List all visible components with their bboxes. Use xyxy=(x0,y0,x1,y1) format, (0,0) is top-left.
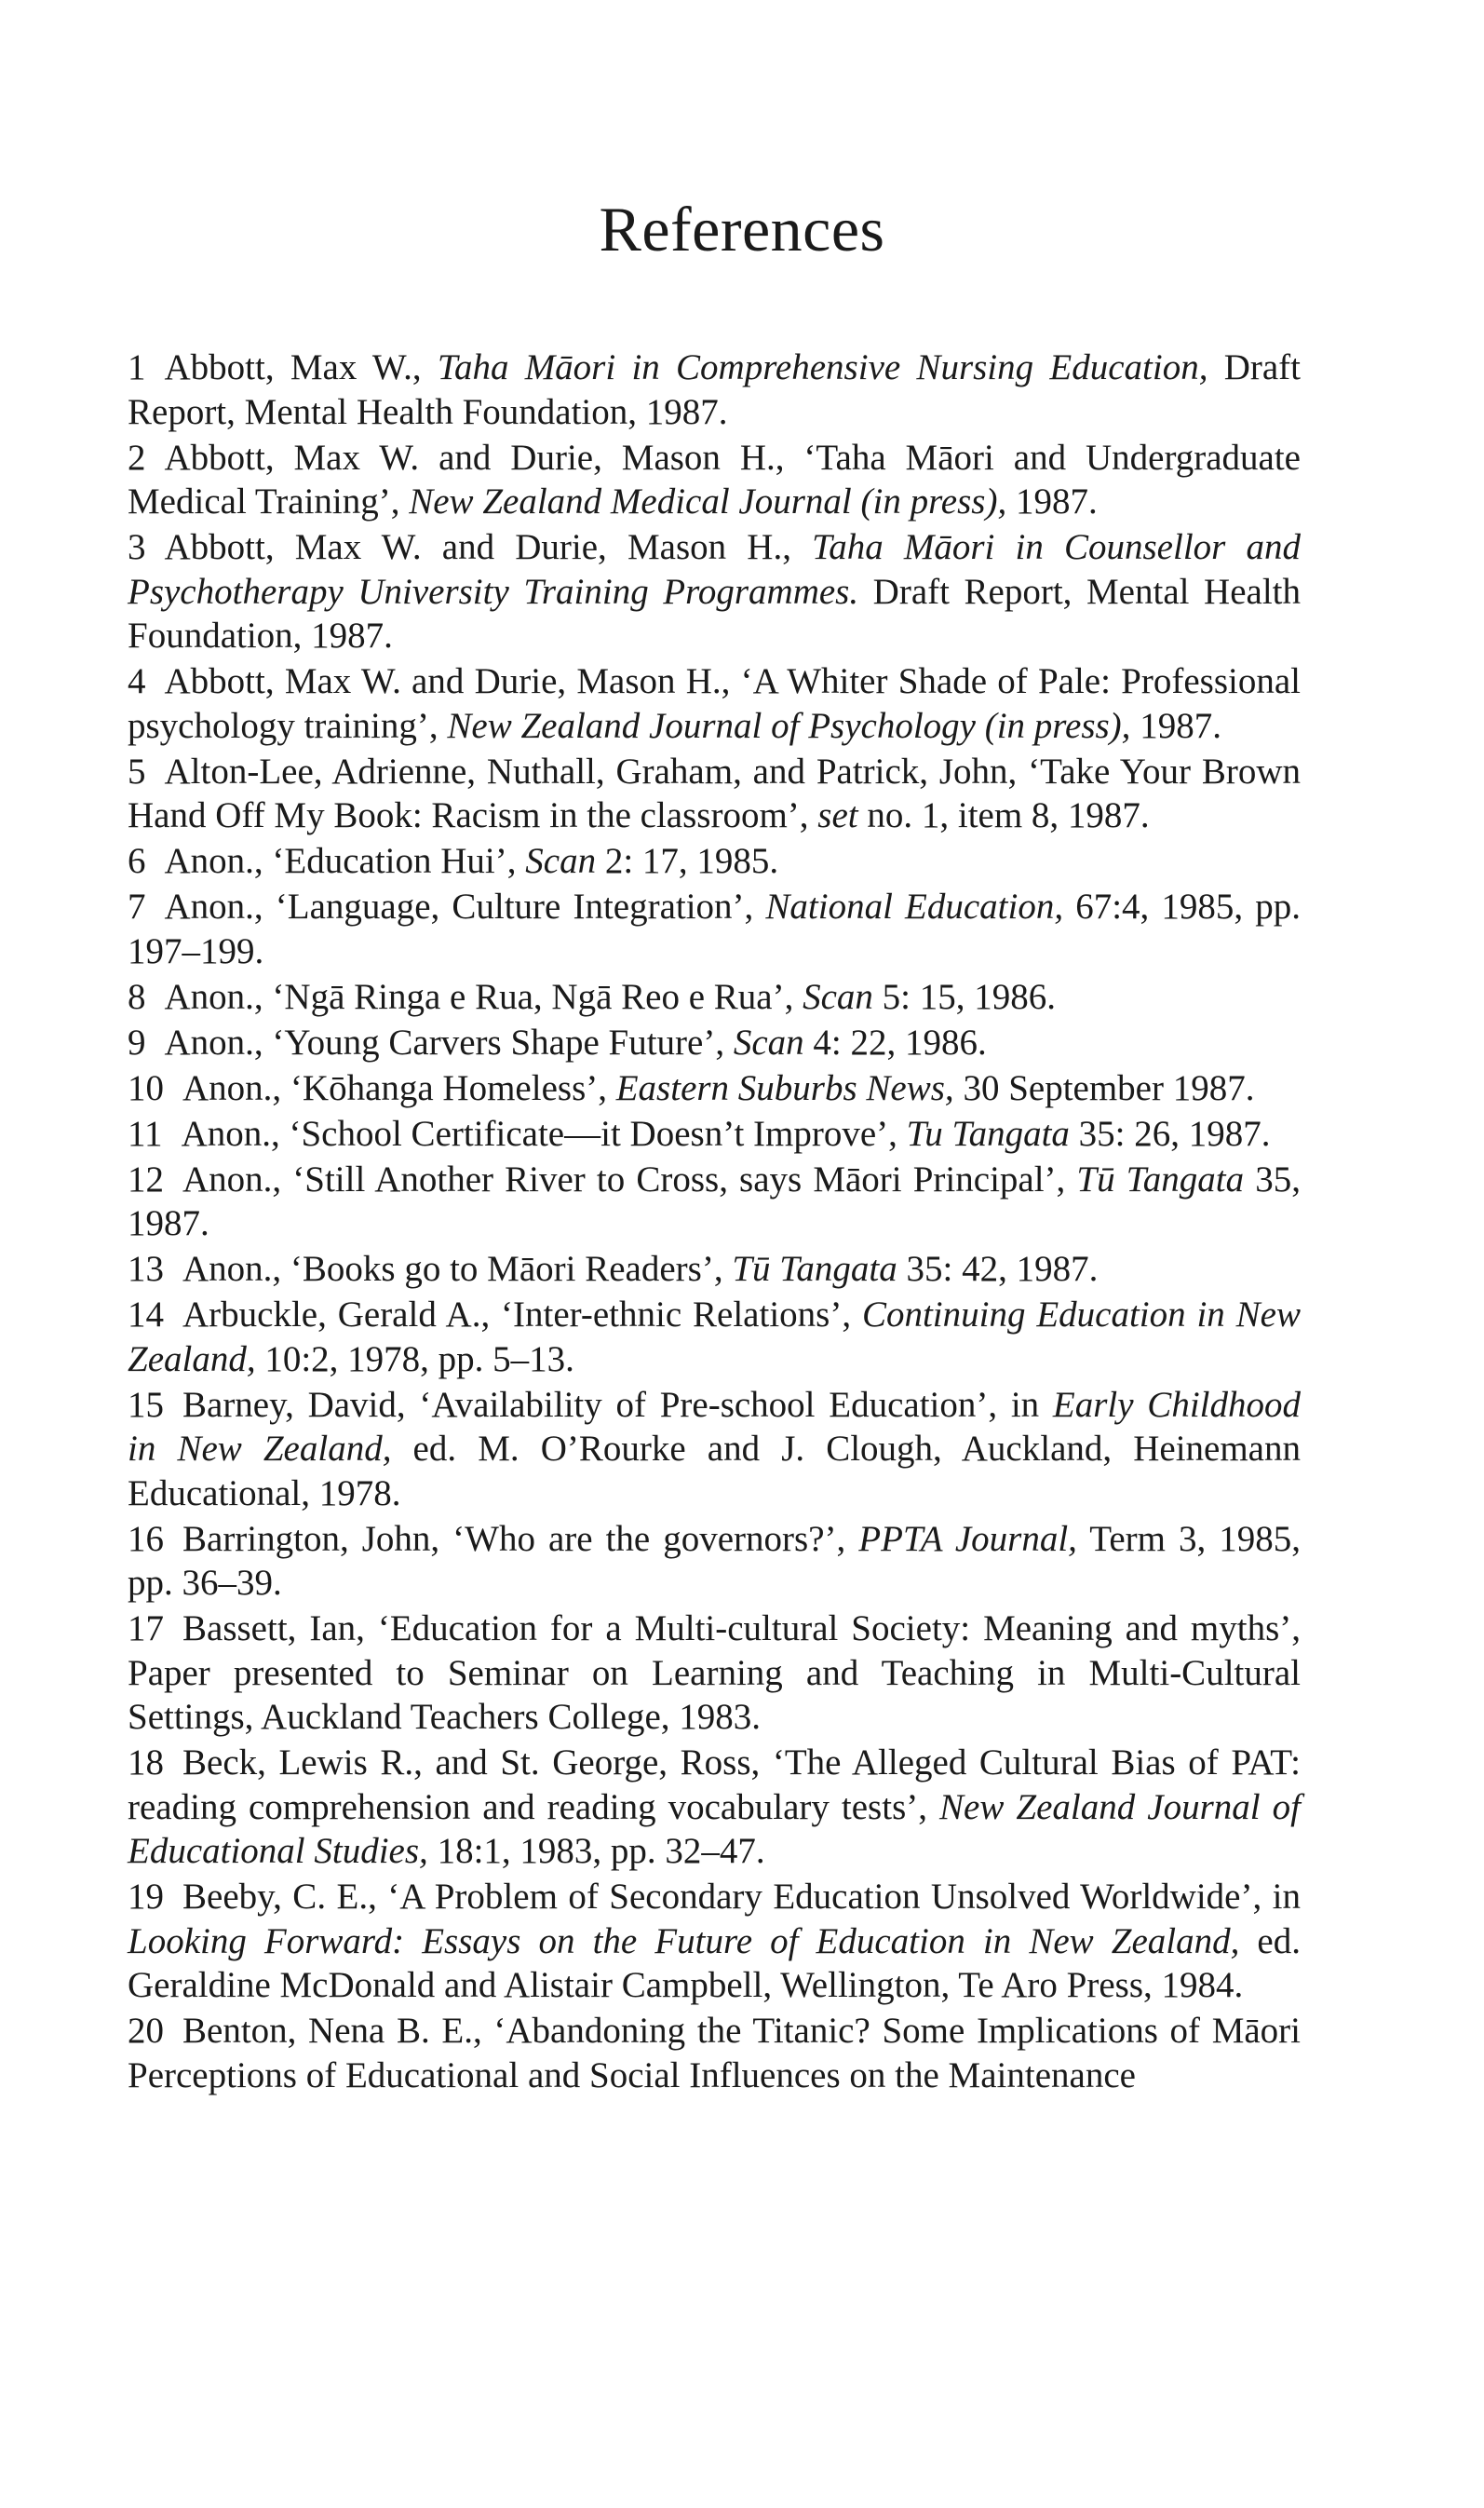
reference-text: Draft Report, Mental Health Foundation, 1987. xyxy=(128,571,1301,656)
reference-entry xyxy=(128,885,1301,973)
reference-text: Barney, David, ‘Availability of Pre-school Education’, in xyxy=(182,1384,1053,1425)
reference-text: Barrington, John, ‘Who are the governors?’, xyxy=(182,1518,859,1559)
reference-number: 14 xyxy=(128,1295,164,1335)
reference-number: 16 xyxy=(128,1518,164,1559)
reference-title-italic: Taha Māori in Counsellor and Psychotherapy University Training Programmes. xyxy=(128,527,1301,612)
reference-text: Anon., ‘Books go to Māori Readers’, xyxy=(182,1249,733,1289)
reference-entry xyxy=(128,2009,1301,2097)
reference-title-italic: Scan xyxy=(525,841,597,881)
reference-text: 1987. xyxy=(1130,705,1221,746)
reference-text: Bassett, Ian, ‘Education for a Multi-cultural Society: Meaning and myths’, Paper presented to Seminar on Learning and Teaching in Multi-Cultural Settings, Auckland Teachers College, 1983. xyxy=(128,1608,1301,1737)
reference-title-italic: New Zealand Journal of Educational Studies, xyxy=(128,1786,1301,1871)
reference-number: 11 xyxy=(128,1113,163,1154)
reference-text: ed. Geraldine McDonald and Alistair Campbell, Wellington, Te Aro Press, 1984. xyxy=(128,1920,1301,2005)
reference-list xyxy=(128,346,1301,2099)
reference-entry xyxy=(128,1021,1301,1065)
reference-title-italic: Tū Tangata xyxy=(1076,1159,1245,1200)
reference-number: 15 xyxy=(128,1384,164,1425)
reference-title-italic: National Education, xyxy=(765,887,1064,927)
reference-text: 4: 22, 1986. xyxy=(803,1022,987,1063)
reference-title-italic: Continuing Education in New Zealand, xyxy=(128,1295,1302,1379)
reference-text: 67:4, 1985, pp. 197–199. xyxy=(128,887,1301,971)
reference-text: 35: 42, 1987. xyxy=(897,1249,1099,1289)
reference-text: 18:1, 1983, pp. 32–47. xyxy=(427,1831,765,1871)
reference-title-italic: Early Childhood in New Zealand, xyxy=(128,1384,1301,1469)
reference-text: Anon., ‘Education Hui’, xyxy=(164,841,526,881)
reference-entry xyxy=(128,1517,1301,1606)
reference-text: Anon., ‘Still Another River to Cross, says Māori Principal’, xyxy=(182,1159,1077,1200)
reference-entry xyxy=(128,659,1301,748)
reference-text: Benton, Nena B. E., ‘Abandoning the Titanic? Some Implications of Māori Perceptions of Educational and Social Influences on the Maintenance xyxy=(128,2011,1301,2095)
reference-text: 35: 26, 1987. xyxy=(1069,1113,1271,1154)
reference-number: 10 xyxy=(128,1067,164,1108)
reference-entry xyxy=(128,1383,1301,1516)
reference-number: 19 xyxy=(128,1877,164,1917)
reference-text: Anon., ‘Young Carvers Shape Future’, xyxy=(164,1022,734,1063)
reference-text: ed. M. O’Rourke and J. Clough, Auckland, Heinemann Educational, 1978. xyxy=(128,1429,1301,1513)
reference-number: 18 xyxy=(128,1742,164,1783)
reference-text: Beeby, C. E., ‘A Problem of Secondary Education Unsolved Worldwide’, in xyxy=(182,1877,1301,1917)
reference-entry xyxy=(128,1247,1301,1292)
reference-text: Abbott, Max W., xyxy=(164,347,438,387)
reference-number: 2 xyxy=(128,437,146,478)
reference-text: Abbott, Max W. and Durie, Mason H., xyxy=(164,527,813,567)
reference-text: Alton-Lee, Adrienne, Nuthall, Graham, and Patrick, John, ‘Take Your Brown Hand Off My Book: Racism in the classroom’, xyxy=(128,751,1301,835)
reference-number: 20 xyxy=(128,2011,164,2051)
reference-title-italic: set xyxy=(817,795,858,835)
reference-number: 12 xyxy=(128,1159,164,1200)
reference-title-italic: Looking Forward: Essays on the Future of Education in New Zealand, xyxy=(128,1920,1240,1961)
reference-text: 5: 15, 1986. xyxy=(872,976,1056,1017)
reference-number: 7 xyxy=(128,887,146,927)
reference-text: 1987. xyxy=(1006,481,1098,522)
reference-text: Draft Report, Mental Health Foundation, 1987. xyxy=(128,347,1301,432)
reference-text: 35, 1987. xyxy=(128,1159,1301,1243)
reference-number: 4 xyxy=(128,661,146,701)
reference-number: 8 xyxy=(128,976,146,1017)
reference-number: 1 xyxy=(128,347,146,387)
reference-text: Term 3, 1985, pp. 36–39. xyxy=(128,1518,1301,1603)
reference-entry xyxy=(128,839,1301,884)
reference-text: Anon., ‘Kōhanga Homeless’, xyxy=(182,1067,616,1108)
reference-text: Anon., ‘Language, Culture Integration’, xyxy=(164,887,766,927)
reference-title-italic: PPTA Journal, xyxy=(858,1518,1077,1559)
reference-text: 10:2, 1978, pp. 5–13. xyxy=(255,1338,574,1379)
reference-entry xyxy=(128,436,1301,524)
reference-entry xyxy=(128,1293,1301,1381)
reference-title-italic: New Zealand Journal of Psychology (in press), xyxy=(447,705,1131,746)
reference-entry xyxy=(128,1066,1301,1111)
reference-text: Beck, Lewis R., and St. George, Ross, ‘The Alleged Cultural Bias of PAT: reading comprehension and reading vocabulary tests’, xyxy=(128,1742,1301,1827)
reference-number: 3 xyxy=(128,527,146,567)
reference-title-italic: Tū Tangata xyxy=(732,1249,897,1289)
reference-text: Anon., ‘Ngā Ringa e Rua, Ngā Reo e Rua’, xyxy=(164,976,803,1017)
reference-number: 13 xyxy=(128,1249,164,1289)
reference-number: 17 xyxy=(128,1608,164,1648)
reference-number: 9 xyxy=(128,1022,146,1063)
reference-number: 5 xyxy=(128,751,146,792)
reference-entry xyxy=(128,1875,1301,2008)
reference-title-italic: Scan xyxy=(733,1022,804,1063)
reference-entry xyxy=(128,1158,1301,1246)
reference-title-italic: Tu Tangata xyxy=(906,1113,1070,1154)
reference-text: Anon., ‘School Certificate—it Doesn’t Improve’, xyxy=(181,1113,907,1154)
reference-text: no. 1, item 8, 1987. xyxy=(857,795,1150,835)
reference-text: 2: 17, 1985. xyxy=(596,841,779,881)
reference-text: 30 September 1987. xyxy=(953,1067,1255,1108)
reference-entry xyxy=(128,750,1301,838)
reference-entry xyxy=(128,1606,1301,1740)
reference-text: Abbott, Max W. and Durie, Mason H., ‘A Whiter Shade of Pale: Professional psychology training’, xyxy=(128,661,1301,746)
page-title: References xyxy=(599,194,885,264)
reference-title-italic: Taha Māori in Comprehensive Nursing Education, xyxy=(437,347,1208,387)
reference-text: Arbuckle, Gerald A., ‘Inter-ethnic Relations’, xyxy=(182,1295,862,1335)
reference-entry xyxy=(128,1112,1301,1157)
reference-text: Abbott, Max W. and Durie, Mason H., ‘Taha Māori and Undergraduate Medical Training’, xyxy=(128,437,1301,522)
reference-number: 6 xyxy=(128,841,146,881)
reference-entry xyxy=(128,525,1301,658)
reference-entry xyxy=(128,1741,1301,1874)
reference-title-italic: Scan xyxy=(803,976,873,1017)
reference-title-italic: Eastern Suburbs News, xyxy=(615,1067,954,1108)
reference-entry xyxy=(128,975,1301,1020)
reference-entry xyxy=(128,346,1301,434)
reference-title-italic: New Zealand Medical Journal (in press), xyxy=(409,481,1007,522)
